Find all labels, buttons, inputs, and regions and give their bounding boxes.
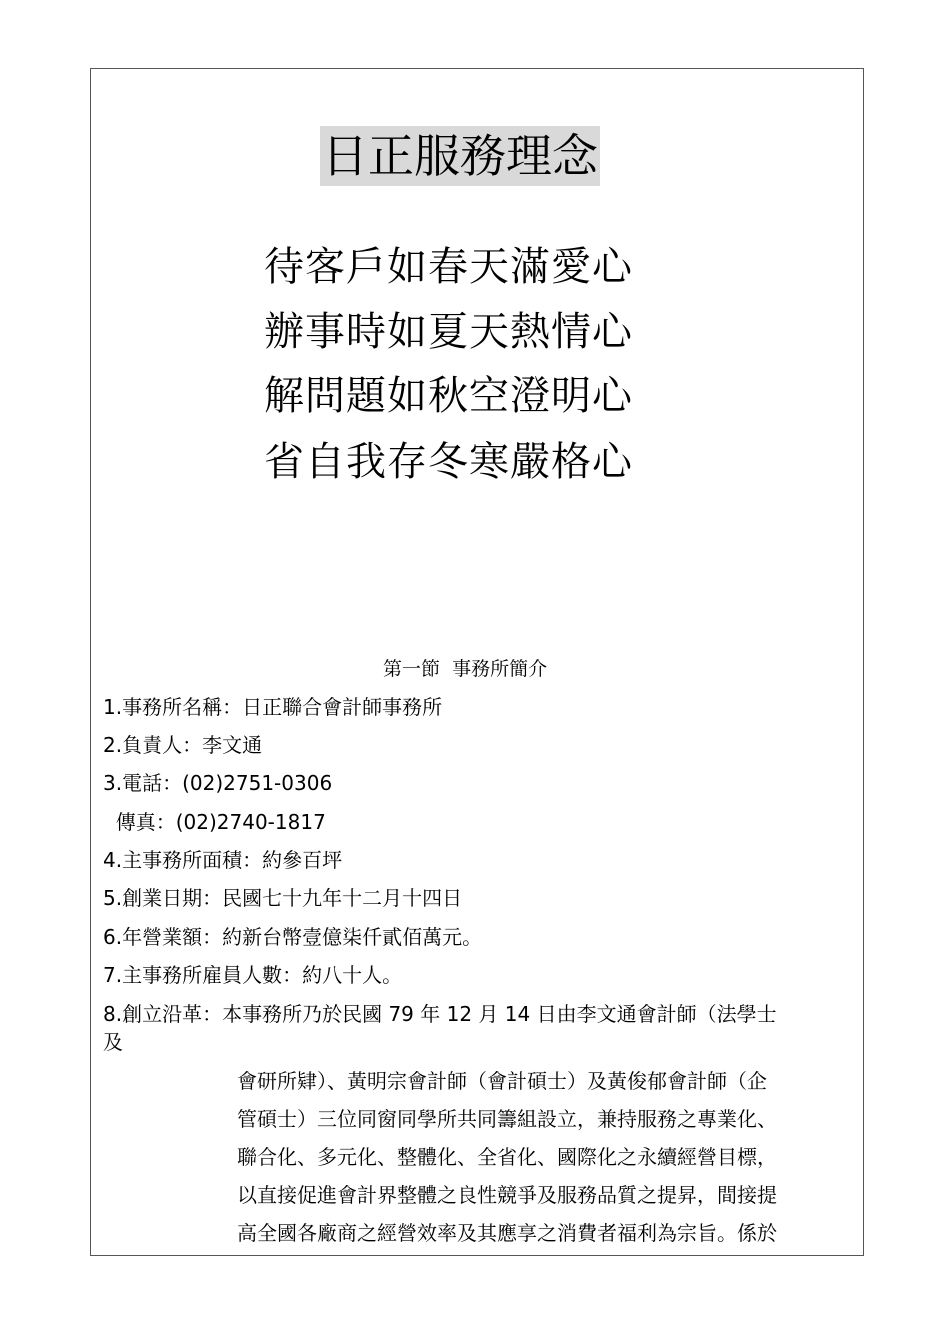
info-item	[103, 924, 482, 950]
info-item	[103, 809, 326, 835]
info-item	[103, 694, 442, 720]
info-label: 3.電話：	[103, 771, 183, 795]
history-text-line: 聯合化、多元化、整體化、全省化、國際化之永續經營目標，	[237, 1145, 777, 1169]
motto-line: 解問題如秋空澄明心	[264, 373, 633, 419]
info-item	[103, 770, 332, 796]
section-heading: 第一節 事務所簡介	[383, 658, 548, 680]
info-item	[103, 962, 402, 988]
info-label: 6.年營業額：	[103, 925, 223, 949]
page-title: 日正服務理念	[320, 126, 600, 186]
info-value: (02)2740-1817	[175, 810, 326, 834]
info-value: (02)2751-0306	[182, 771, 333, 795]
info-value: 約新台幣壹億柒仟貳佰萬元。	[222, 925, 483, 949]
history-wrap: 及	[103, 1030, 123, 1054]
info-label: 5.創業日期：	[103, 886, 223, 910]
info-value: 約參百坪	[262, 848, 343, 872]
info-label: 2.負責人：	[103, 733, 203, 757]
history-text-line: 會研所肄）、黃明宗會計師（會計碩士）及黃俊郁會計師（企	[237, 1069, 767, 1093]
info-label: 1.事務所名稱：	[103, 695, 243, 719]
info-item	[103, 732, 262, 758]
info-item	[103, 885, 462, 911]
motto-line: 待客戶如春天滿愛心	[264, 244, 633, 290]
history-text-line: 高全國各廠商之經營效率及其應享之消費者福利為宗旨。係於	[237, 1221, 777, 1245]
history-first-line: 本事務所乃於民國 79 年 12 月 14 日由李文通會計師（法學士	[222, 1002, 777, 1026]
info-item	[103, 847, 342, 873]
info-value: 李文通	[202, 733, 263, 757]
info-value: 日正聯合會計師事務所	[242, 695, 443, 719]
motto-line: 省自我存冬寒嚴格心	[264, 439, 633, 485]
history-item	[103, 1001, 777, 1027]
info-value: 民國七十九年十二月十四日	[222, 886, 463, 910]
info-value: 約八十人。	[302, 963, 403, 987]
info-label: 7.主事務所雇員人數：	[103, 963, 303, 987]
info-label: 4.主事務所面積：	[103, 848, 263, 872]
info-label: 傳真：	[103, 810, 176, 834]
history-label: 8.創立沿革：	[103, 1002, 223, 1026]
history-text-line: 以直接促進會計界整體之良性競爭及服務品質之提昇，間接提	[237, 1183, 777, 1207]
history-text-line: 管碩士）三位同窗同學所共同籌組設立，兼持服務之專業化、	[237, 1107, 777, 1131]
motto-line: 辦事時如夏天熱情心	[264, 309, 633, 355]
